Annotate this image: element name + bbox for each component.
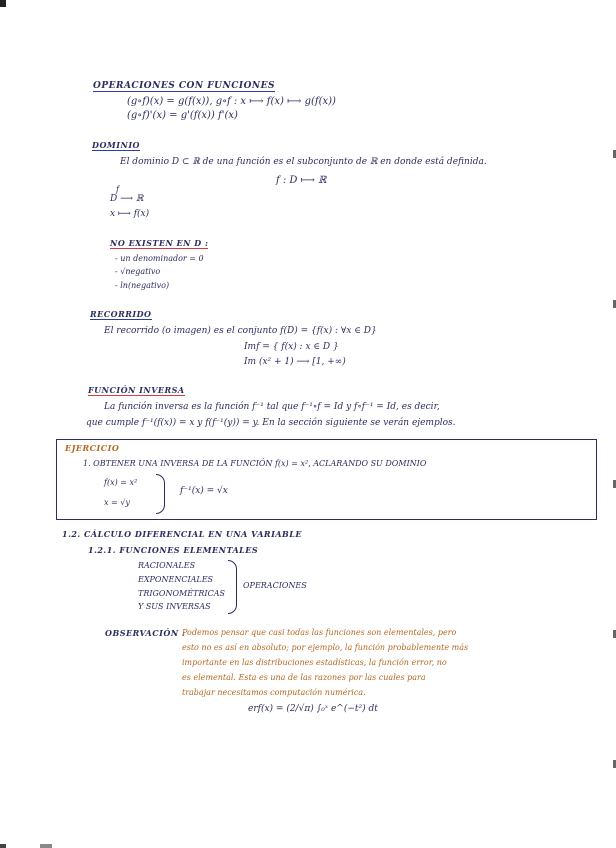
observacion-line: esto no es así en absoluto; por ejemplo, la función probablemente más [182, 643, 469, 652]
elementales-item: EXPONENCIALES [138, 575, 214, 584]
no-existen-item: - √negativo [115, 267, 161, 276]
exercise-system-eq2: x = √y [104, 498, 130, 507]
exercise-system-eq1: f(x) = x² [104, 478, 138, 487]
inversa-line1: La función inversa es la función f⁻¹ tal que f⁻¹∘f = Id y f∘f⁻¹ = Id, es decir, [104, 402, 440, 412]
elementales-item: Y SUS INVERSAS [138, 602, 211, 611]
observacion-line: importante en las distribuciones estadísticas, la función error, no [182, 658, 447, 667]
observacion-line: Podemos pensar que casi todas las funciones son elementales, pero [182, 628, 457, 637]
exercise-statement: 1. OBTENER UNA INVERSA DE LA FUNCIÓN f(x) = x², ACLARANDO SU DOMINIO [83, 459, 427, 468]
recorrido-line2: Im (x² + 1) ⟶ [1, +∞) [244, 357, 346, 367]
elementales-brace [228, 560, 237, 614]
section-title-calculo: 1.2. CÁLCULO DIFERENCIAL EN UNA VARIABLE [62, 529, 303, 539]
observacion-line: es elemental. Esta es una de las razones por las cuales para [182, 673, 426, 682]
no-existen-title: NO EXISTEN EN D : [110, 238, 209, 248]
bottom-scan-edge [0, 844, 616, 848]
composition-derivative-line: (g∘f)'(x) = g'(f(x)) f'(x) [127, 110, 238, 121]
brace-label-operaciones: OPERACIONES [243, 581, 307, 590]
elementales-item: TRIGONOMÉTRICAS [138, 589, 225, 598]
diagram-f-label: f [116, 185, 119, 194]
subsection-title-funciones-elementales: 1.2.1. FUNCIONES ELEMENTALES [88, 545, 259, 555]
corner-mark [0, 0, 6, 7]
diagram-bottom-row: x ⟼ f(x) [110, 209, 150, 219]
no-existen-item: - un denominador = 0 [115, 254, 204, 263]
section-title-dominio: DOMINIO [92, 140, 141, 150]
section-title-inversa: FUNCIÓN INVERSA [88, 385, 185, 395]
observacion-line: trabajar necesitamos computación numérica. [182, 688, 366, 697]
section-title-recorrido: RECORRIDO [90, 309, 152, 319]
composition-line: (g∘f)(x) = g(f(x)), g∘f : x ⟼ f(x) ⟼ g(f(x)) [127, 96, 336, 107]
no-existen-item: - ln(negativo) [115, 281, 170, 290]
exercise-title: EJERCICIO [65, 443, 120, 453]
inversa-line2: que cumple f⁻¹(f(x)) = x y f(f⁻¹(y)) = y. En la sección siguiente se verán ejemplos. [86, 418, 456, 428]
erf-formula: erf(x) = (2/√π) ∫₀ˣ e^(−t²) dt [248, 704, 378, 714]
recorrido-line1: Imf = { f(x) : x ∈ D } [244, 342, 339, 352]
observacion-label: OBSERVACIÓN : [105, 628, 186, 638]
elementales-item: RACIONALES [138, 561, 196, 570]
exercise-result: f⁻¹(x) = √x [180, 486, 228, 496]
exercise-brace [156, 474, 165, 514]
diagram-top-row: D ⟶ ℝ [110, 194, 144, 204]
dominio-definition: El dominio D ⊂ ℝ de una función es el subconjunto de ℝ en donde está definida. [120, 157, 487, 167]
section-title-operaciones: OPERACIONES CON FUNCIONES [93, 81, 275, 91]
recorrido-definition: El recorrido (o imagen) es el conjunto f(D) = {f(x) : ∀x ∈ D} [104, 326, 377, 336]
dominio-map: f : D ⟼ ℝ [276, 175, 327, 186]
